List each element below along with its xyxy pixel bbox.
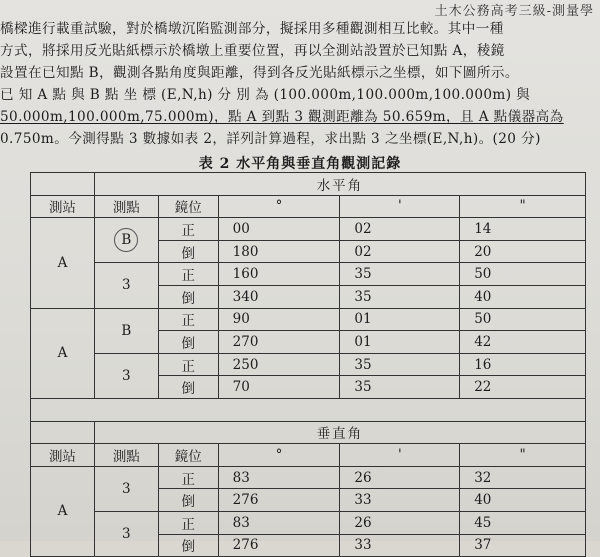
face-cell: 正 bbox=[158, 263, 218, 286]
face-cell: 正 bbox=[158, 308, 218, 331]
sec-cell: 20 bbox=[460, 240, 586, 263]
deg-cell: 160 bbox=[218, 263, 340, 286]
table-header-row bbox=[31, 195, 586, 218]
face-cell: 正 bbox=[158, 466, 218, 489]
min-cell: 35 bbox=[340, 285, 460, 308]
deg-cell: 340 bbox=[218, 285, 340, 308]
min-cell: 33 bbox=[340, 489, 460, 512]
deg-cell: 276 bbox=[218, 489, 340, 512]
face-cell: 倒 bbox=[158, 534, 218, 557]
horizontal-title: 水平角 bbox=[94, 173, 585, 196]
paragraph-line: 50.000m,100.000m,75.000m)，點 A 到點 3 觀測距離為 50.659m，且 A 點儀器高為 bbox=[0, 109, 564, 125]
section-blank bbox=[31, 173, 95, 196]
min-cell: 02 bbox=[340, 218, 460, 241]
observation-table bbox=[30, 172, 586, 557]
min-cell: 02 bbox=[340, 240, 460, 263]
sec-cell: 45 bbox=[460, 511, 586, 534]
sec-cell: 50 bbox=[460, 263, 586, 286]
table-row bbox=[31, 263, 586, 286]
min-cell: 01 bbox=[340, 308, 460, 331]
station-cell: A bbox=[31, 218, 95, 308]
min-cell: 26 bbox=[340, 466, 460, 489]
header-face: 鏡位 bbox=[158, 195, 218, 218]
min-cell: 35 bbox=[340, 353, 460, 376]
face-cell: 倒 bbox=[158, 285, 218, 308]
table-row bbox=[31, 511, 586, 534]
page-header: 土木公務高考三級-測量學 bbox=[434, 4, 594, 19]
sec-cell: 32 bbox=[460, 466, 586, 489]
point-cell: 3 bbox=[94, 466, 158, 511]
min-cell: 01 bbox=[340, 331, 460, 354]
circled-point: B bbox=[114, 228, 138, 252]
table-row bbox=[31, 353, 586, 376]
question-paragraph bbox=[0, 18, 600, 150]
point-cell: 3 bbox=[94, 511, 158, 556]
header-sec: " bbox=[460, 195, 586, 218]
point-cell: B bbox=[94, 308, 158, 353]
deg-cell: 83 bbox=[218, 511, 340, 534]
min-cell: 26 bbox=[340, 511, 460, 534]
table-row bbox=[31, 218, 586, 241]
header-face: 鏡位 bbox=[158, 444, 218, 467]
sec-cell: 14 bbox=[460, 218, 586, 241]
deg-cell: 90 bbox=[218, 308, 340, 331]
sec-cell: 22 bbox=[460, 376, 586, 399]
sec-cell: 40 bbox=[460, 489, 586, 512]
face-cell: 倒 bbox=[158, 489, 218, 512]
header-point: 測點 bbox=[94, 444, 158, 467]
paragraph-line: 0.750m。今測得點 3 數據如表 2，詳列計算過程，求出點 3 之坐標(E,N,h)。(20 分) bbox=[0, 131, 541, 147]
header-min: ' bbox=[340, 195, 460, 218]
min-cell: 35 bbox=[340, 263, 460, 286]
sec-cell: 16 bbox=[460, 353, 586, 376]
sec-cell: 37 bbox=[460, 534, 586, 557]
paragraph-line: 橋樑進行載重試驗，對於橋墩沉陷監測部分，擬採用多種觀測相互比較。其中一種 bbox=[0, 21, 504, 37]
station-cell: A bbox=[31, 466, 95, 556]
vertical-title: 垂直角 bbox=[94, 421, 585, 444]
header-station: 測站 bbox=[31, 444, 95, 467]
deg-cell: 70 bbox=[218, 376, 340, 399]
header-station: 測站 bbox=[31, 195, 95, 218]
face-cell: 倒 bbox=[158, 376, 218, 399]
deg-cell: 83 bbox=[218, 466, 340, 489]
min-cell: 35 bbox=[340, 376, 460, 399]
header-min: ' bbox=[340, 444, 460, 467]
min-cell: 33 bbox=[340, 534, 460, 557]
point-cell bbox=[94, 218, 158, 263]
header-deg: ° bbox=[218, 444, 340, 467]
point-cell: 3 bbox=[94, 353, 158, 398]
table-row bbox=[31, 308, 586, 331]
table-caption: 表 2 水平角與垂直角觀測記錄 bbox=[198, 156, 402, 172]
deg-cell: 276 bbox=[218, 534, 340, 557]
face-cell: 正 bbox=[158, 353, 218, 376]
header-point: 測點 bbox=[94, 195, 158, 218]
sec-cell: 50 bbox=[460, 308, 586, 331]
deg-cell: 00 bbox=[218, 218, 340, 241]
deg-cell: 180 bbox=[218, 240, 340, 263]
face-cell: 正 bbox=[158, 511, 218, 534]
face-cell: 正 bbox=[158, 218, 218, 241]
header-sec: " bbox=[460, 444, 586, 467]
section-blank bbox=[31, 421, 95, 444]
header-deg: ° bbox=[218, 195, 340, 218]
paragraph-line: 已 知 A 點 與 B 點 坐 標 (E,N,h) 分 別 為 (100.000m,100.000m,100.000m) 與 bbox=[0, 87, 531, 103]
face-cell: 倒 bbox=[158, 331, 218, 354]
paragraph-line: 方式，將採用反光貼紙標示於橋墩上重要位置，再以全測站設置於已知點 A，稜鏡 bbox=[0, 43, 505, 59]
point-cell: 3 bbox=[94, 263, 158, 308]
deg-cell: 250 bbox=[218, 353, 340, 376]
face-cell: 倒 bbox=[158, 240, 218, 263]
section-divider bbox=[31, 398, 586, 421]
table-row bbox=[31, 466, 586, 489]
sec-cell: 42 bbox=[460, 331, 586, 354]
deg-cell: 270 bbox=[218, 331, 340, 354]
paragraph-line: 設置在已知點 B，觀測各點角度與距離，得到各反光貼紙標示之坐標，如下圖所示。 bbox=[0, 65, 519, 81]
table-header-row bbox=[31, 444, 586, 467]
sec-cell: 40 bbox=[460, 285, 586, 308]
station-cell: A bbox=[31, 308, 95, 398]
